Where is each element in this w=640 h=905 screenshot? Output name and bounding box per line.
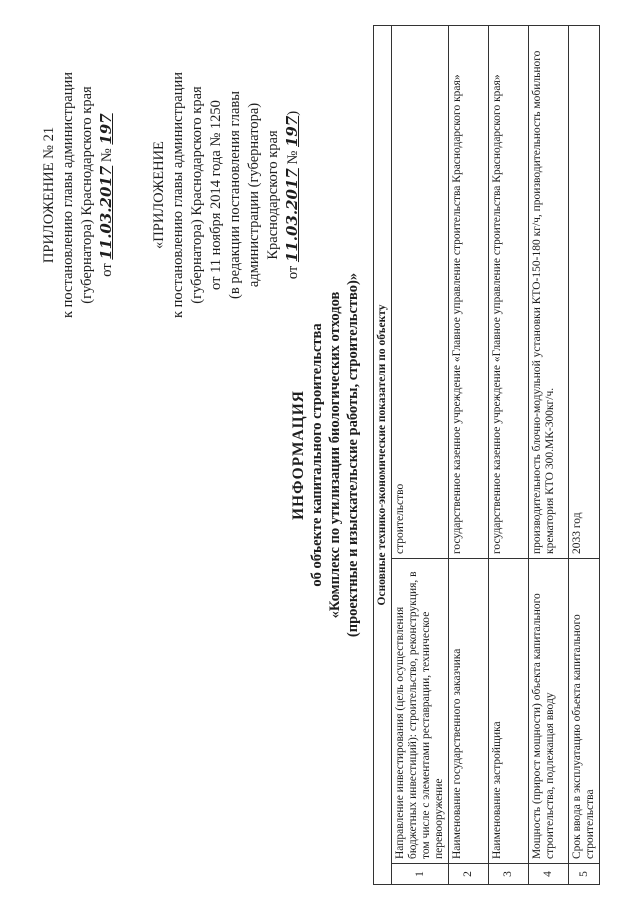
row-value: строительство bbox=[392, 26, 449, 559]
date-handwritten: 11.03.2017 bbox=[97, 165, 115, 260]
row-value: государственное казенное учреждение «Главное управление строительства Краснодарского края» bbox=[489, 26, 529, 559]
appendix-prev-line: администрации (губернатора) bbox=[246, 102, 262, 288]
row-number: 2 bbox=[449, 864, 489, 885]
appendix-21-line1: к постановлению главы администрации bbox=[60, 71, 76, 319]
table-row bbox=[392, 26, 449, 885]
heading-line3: (проектные и изыскательские работы, строительство)» bbox=[345, 272, 361, 638]
row-name: Мощность (прирост мощности) объекта капитального строительства, подлежащая вводу bbox=[529, 559, 569, 864]
document-heading bbox=[290, 205, 362, 705]
row-name: Срок ввода в эксплуатацию объекта капитального строительства bbox=[569, 559, 600, 864]
table-header: Основные технико-экономические показатели по объекту bbox=[374, 26, 392, 885]
row-number: 4 bbox=[529, 864, 569, 885]
row-name: Направление инвестирования (цель осуществления бюджетных инвестиций): строительство, реконструкция, в том числе с элементами реставрации, техническое перевооружение bbox=[392, 559, 449, 864]
table-row bbox=[529, 26, 569, 885]
appendix-prev-line: (в редакции постановления главы bbox=[227, 91, 243, 299]
row-name: Наименование государственного заказчика bbox=[449, 559, 489, 864]
num-prefix: № bbox=[99, 148, 115, 163]
table-row bbox=[449, 26, 489, 885]
date-prefix: от bbox=[285, 265, 301, 280]
date-prefix: от bbox=[99, 263, 115, 277]
num-handwritten: 197 bbox=[283, 115, 301, 148]
appendix-21-block bbox=[40, 45, 117, 345]
table-row bbox=[489, 26, 529, 885]
num-prefix: № bbox=[285, 150, 301, 165]
num-handwritten: 197 bbox=[97, 113, 115, 145]
appendix-prev-line: к постановлению главы администрации bbox=[170, 71, 186, 319]
appendix-21-line2: (губернатора) Краснодарского края bbox=[79, 86, 95, 304]
row-value: государственное казенное учреждение «Главное управление строительства Краснодарского края» bbox=[449, 26, 489, 559]
row-name: Наименование застройщика bbox=[489, 559, 529, 864]
appendix-prev-line: Краснодарского края bbox=[265, 130, 281, 260]
row-value: 2033 год bbox=[569, 26, 600, 559]
appendix-prev-title: «ПРИЛОЖЕНИЕ bbox=[151, 141, 167, 249]
row-number: 1 bbox=[392, 864, 449, 885]
appendix-prev-line: (губернатора) Краснодарского края bbox=[189, 86, 205, 304]
table-header-row bbox=[374, 26, 392, 885]
appendix-21-title: ПРИЛОЖЕНИЕ № 21 bbox=[41, 126, 57, 264]
appendix-prev-block bbox=[150, 45, 303, 345]
date-handwritten: 11.03.2017 bbox=[283, 168, 301, 263]
row-number: 3 bbox=[489, 864, 529, 885]
indicators-table bbox=[373, 25, 600, 885]
heading-line2: «Комплекс по утилизации биологических отходов bbox=[327, 291, 343, 619]
row-value: производительность блочно-модульной установки КТО-150-180 кг/ч, производительность мобильного крематория КТО 300.МК-300кг/ч. bbox=[529, 26, 569, 559]
appendix-prev-line: от 11 ноября 2014 года № 1250 bbox=[208, 100, 224, 290]
table-row bbox=[569, 26, 600, 885]
heading-line1: об объекте капитального строительства bbox=[309, 323, 325, 587]
row-number: 5 bbox=[569, 864, 600, 885]
close-paren: ) bbox=[285, 110, 301, 116]
heading-title: ИНФОРМАЦИЯ bbox=[290, 390, 307, 520]
appendix-21-date-line bbox=[97, 45, 117, 345]
